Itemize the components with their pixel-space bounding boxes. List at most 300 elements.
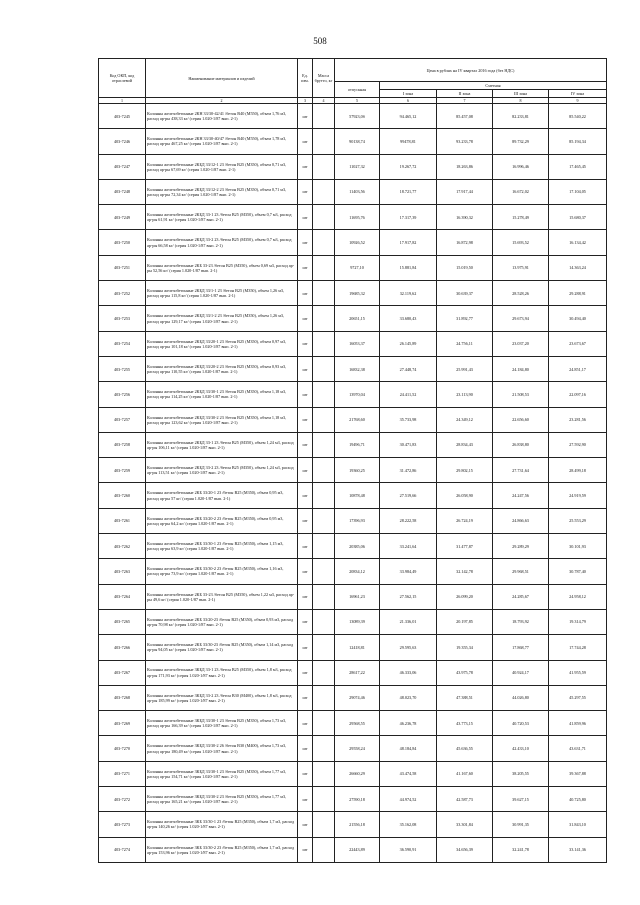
header-price-group: Цена в рублях на IV квартал 2016 года (без НДС) [335,59,607,82]
row-code: 403-7258 [99,432,146,457]
price-zone-4: 17.744,28 [549,635,607,660]
price-zone-1: 48.184,84 [380,736,437,761]
column-number: 6 [380,98,437,104]
row-name: Колонны железобетонные 2КБД 33-2 23 /бетон В25 (М350), объем 1,24 м3, расход ар-ры 113,51 кг/ (серия 1.020-1/87 вып. 2-1) [146,458,298,483]
row-name: Колонны железобетонные 2КБД 33/1-2 23 /бетон В25 (М350), объем 1,26 м3, расход ар-ры 129,17 кг/ (серия 1.020-1/87 вып. 2-1) [146,306,298,331]
table-row [99,736,607,761]
price-zone-2: 24.349,12 [437,407,493,432]
price-zone-1: 33.984,49 [380,559,437,584]
price-zone-3: 40.720,53 [493,711,549,736]
row-mass [313,761,335,786]
price-wholesale: 20385,06 [335,534,380,559]
row-code: 403-7270 [99,736,146,761]
price-wholesale: 29558,24 [335,736,380,761]
table-row [99,458,607,483]
price-zone-1: 27.448,74 [380,356,437,381]
row-code: 403-7272 [99,787,146,812]
table-row [99,407,607,432]
price-zone-1: 18.721,77 [380,179,437,204]
row-name: Колонны железобетонные 2КБД 33/1-1 23 /бетон В25 (М350), объем 1,26 м3, расход ар-ры 115,8 кг/ (серия 1.020-1/87 вып. 2-1) [146,281,298,306]
row-mass [313,584,335,609]
row-code: 403-7251 [99,255,146,280]
price-zone-2: 23.113,90 [437,382,493,407]
table-row [99,584,607,609]
row-code: 403-7262 [99,534,146,559]
price-zone-4: 25.553,29 [549,508,607,533]
row-name: Колонны железобетонные 2КБД 33-1 23 /бетон В25 (М350), объем 1,24 м3, расход ар-ры 106,11 кг/ (серия 1.020-1/87 вып. 2-1) [146,432,298,457]
row-unit: шт [298,306,313,331]
price-zone-1: 94.465,12 [380,104,437,129]
row-mass [313,407,335,432]
row-mass [313,382,335,407]
table-row [99,104,607,129]
table-row [99,230,607,255]
row-name: Колонны железобетонные 3КБ 33/30-2 23 /бетон В25 (М350), объем 1,7 м3, расход ар-ры 153,96 кг/ (серия 1.020-1/87 вып. 2-1) [146,837,298,862]
price-zone-1: 15.881,84 [380,255,437,280]
column-number: 4 [313,98,335,104]
row-unit: шт [298,508,313,533]
row-code: 403-7245 [99,104,146,129]
column-number: 7 [437,98,493,104]
row-mass [313,812,335,837]
price-zone-4: 41.955,59 [549,660,607,685]
row-name: Колонны железобетонные 3КБД 33/30-1 23 /бетон В25 (М350), объем 1,77 м3, расход ар-ры 154,71 кг/ (серия 1.020-1/87 вып. 2-1) [146,761,298,786]
row-mass [313,356,335,381]
table-row [99,534,607,559]
column-number: 8 [493,98,549,104]
price-wholesale: 26660,29 [335,761,380,786]
row-unit: шт [298,787,313,812]
price-zone-3: 16.672,02 [493,179,549,204]
row-mass [313,508,335,533]
price-zone-2: 26.099,20 [437,584,493,609]
price-zone-2: 17.917,44 [437,179,493,204]
price-zone-3: 18.793,92 [493,609,549,634]
row-unit: шт [298,407,313,432]
column-number: 9 [549,98,607,104]
price-wholesale: 13970,04 [335,382,380,407]
price-zone-4: 29.288,91 [549,281,607,306]
row-name: Колонны железобетонные 2КБД 33/30-1 23 /бетон В25 (М350), объем 1,18 м3, расход ар-ры 114,25 кг/ (серия 1.020-1/87 вып. 2-1) [146,382,298,407]
price-zone-3: 39.627,15 [493,787,549,812]
price-zone-3: 21.508,53 [493,382,549,407]
price-zone-3: 17.868,77 [493,635,549,660]
price-zone-2: 43.975,78 [437,660,493,685]
row-code: 403-7264 [99,584,146,609]
row-code: 403-7266 [99,635,146,660]
row-unit: шт [298,812,313,837]
price-zone-1: 35.733,98 [380,407,437,432]
table-row [99,711,607,736]
price-wholesale: 12418,81 [335,635,380,660]
row-unit: шт [298,685,313,710]
price-zone-2: 41.167,60 [437,761,493,786]
price-zone-3: 24.184,80 [493,356,549,381]
table-row [99,635,607,660]
row-mass [313,306,335,331]
row-name: Колонны железобетонные 2КБД 33/30-2 23 /бетон В25 (М350), объем 1,18 м3, расход ар-ры 123,62 кг/ (серия 1.020-1/87 вып. 2-1) [146,407,298,432]
price-wholesale: 28617,22 [335,660,380,685]
price-zone-4: 22.097,16 [549,382,607,407]
price-zone-1: 31.472,86 [380,458,437,483]
table-row [99,129,607,154]
price-zone-2: 16.872,98 [437,230,493,255]
row-mass [313,104,335,129]
table-row [99,432,607,457]
table-row [99,255,607,280]
row-mass [313,255,335,280]
price-zone-3: 22.656,60 [493,407,549,432]
price-wholesale: 19685,32 [335,281,380,306]
header-mass: Масса брутто, кг [313,59,335,98]
row-code: 403-7253 [99,306,146,331]
row-unit: шт [298,179,313,204]
row-mass [313,711,335,736]
row-code: 403-7250 [99,230,146,255]
row-mass [313,660,335,685]
price-zone-4: 85.194,34 [549,129,607,154]
row-code: 403-7249 [99,205,146,230]
price-zone-4: 24.958,12 [549,584,607,609]
price-wholesale: 27590,18 [335,787,380,812]
row-name: Колонны железобетонные 2КБ 33/20-1 23 /бетон В25 (М350), объем 0,95 м3, расход ар-ры 57 кг/ (серия 1.020-1/87 вып. 2-1) [146,483,298,508]
price-zone-3: 24.866,63 [493,508,549,533]
price-zone-3: 13.975,91 [493,255,549,280]
row-code: 403-7265 [99,609,146,634]
row-unit: шт [298,129,313,154]
price-zone-4: 19.314,79 [549,609,607,634]
row-unit: шт [298,837,313,862]
row-mass [313,331,335,356]
row-name: Колонны железобетонные 3КБД 33/30-1 23 /бетон В25 (М350), объем 1,73 м3, расход ар-ры 166,39 кг/ (серия 1.020-1/87 вып. 2-1) [146,711,298,736]
price-zone-2: 24.756,11 [437,331,493,356]
row-code: 403-7268 [99,685,146,710]
row-code: 403-7254 [99,331,146,356]
row-mass [313,281,335,306]
row-mass [313,230,335,255]
price-zone-3: 82.233,81 [493,104,549,129]
price-zone-2: 93.233,78 [437,129,493,154]
price-zone-3: 27.731,64 [493,458,549,483]
row-unit: шт [298,483,313,508]
price-wholesale: 11027,32 [335,154,380,179]
row-code: 403-7259 [99,458,146,483]
price-zone-1: 99478,81 [380,129,437,154]
row-name: Колонны железобетонные 2КБ 33/30-1 23 /бетон В25 (М350), объем 1,15 м3, расход ар-ры 63,9 кг/ (серия 1.020-1/87 вып. 2-1) [146,534,298,559]
header-zone-3: III зона [493,90,549,98]
header-zone-4: IV зона [549,90,607,98]
price-zone-1: 43.474,58 [380,761,437,786]
price-zone-3: 30.991,35 [493,812,549,837]
price-zone-3: 24.247,56 [493,483,549,508]
column-number: 3 [298,98,313,104]
row-mass [313,483,335,508]
row-unit: шт [298,104,313,129]
price-zone-4: 39.367,88 [549,761,607,786]
price-zone-2: 31.892,77 [437,306,493,331]
price-wholesale: 20834,12 [335,559,380,584]
row-name: Колонны железобетонные 2КБ 33/20-23 /бетон В25 (М350), объем 0,93 м3, расход ар-ры 70,98 кг/ (серия 1.020-1/87 вып. 2-1) [146,609,298,634]
header-name: Наименование материалов и изделий [146,59,298,98]
row-name: Колонны железобетонные 3КБД 33/30-2 23 /бетон В25 (М350), объем 1,77 м3, расход ар-ры 165,21 кг/ (серия 1.020-1/87 вып. 2-1) [146,787,298,812]
row-name: Колонны железобетонные 2КБ 33/20-2 23 /бетон В25 (М350), объем 0,95 м3, расход ар-ры 64,2 кг/ (серия 1.020-1/87 вып. 2-1) [146,508,298,533]
row-mass [313,432,335,457]
row-code: 403-7271 [99,761,146,786]
price-zone-4: 31.843,10 [549,812,607,837]
price-zone-1: 29.595,63 [380,635,437,660]
price-zone-4: 14.363,24 [549,255,607,280]
price-zone-3: 38.205,55 [493,761,549,786]
price-zone-4: 30.787,40 [549,559,607,584]
price-zone-1: 44.974,52 [380,787,437,812]
row-mass [313,787,335,812]
price-zone-4: 40.725,80 [549,787,607,812]
row-code: 403-7246 [99,129,146,154]
price-zone-3: 89.732,29 [493,129,549,154]
row-mass [313,179,335,204]
row-code: 403-7267 [99,660,146,685]
row-name: Колонны железобетонные 3КБД 33/30-2 26 /бетон В30 (М400), объем 1,73 м3, расход ар-ры 180,49 кг/ (серия 1.020-1/87 вып. 2-1) [146,736,298,761]
header-zone-2: II зона [437,90,493,98]
table-row [99,559,607,584]
row-name: Колонны железобетонные 2КБ 33/30-2 23 /бетон В25 (М350), объем 1,16 м3, расход ар-ры 73,9 кг/ (серия 1.020-1/87 вып. 2-1) [146,559,298,584]
price-wholesale: 90138,74 [335,129,380,154]
row-mass [313,205,335,230]
price-wholesale: 16832,38 [335,356,380,381]
column-number: 2 [146,98,298,104]
price-zone-1: 30.471,83 [380,432,437,457]
row-unit: шт [298,281,313,306]
price-zone-3: 29.673,94 [493,306,549,331]
price-zone-2: 34.656,39 [437,837,493,862]
price-zone-3: 15.693,52 [493,230,549,255]
price-wholesale: 19360,25 [335,458,380,483]
price-zone-4: 17.465,45 [549,154,607,179]
row-mass [313,609,335,634]
price-zone-2: 25.991,43 [437,356,493,381]
row-unit: шт [298,761,313,786]
row-unit: шт [298,382,313,407]
price-zone-2: 19.355,34 [437,635,493,660]
row-name: Колонны железобетонные 2КБД 33/20-1 23 /бетон В25 (М350), объем 0,97 м3, расход ар-ры 101,18 кг/ (серия 1.020-1/87 вып. 2-1) [146,331,298,356]
table-row [99,179,607,204]
price-zone-1: 21.336,01 [380,609,437,634]
price-zone-3: 28.528,26 [493,281,549,306]
price-wholesale: 29074,46 [335,685,380,710]
price-zone-2: 47.388,51 [437,685,493,710]
row-unit: шт [298,205,313,230]
price-wholesale: 19496,71 [335,432,380,457]
price-zone-2: 15.019,50 [437,255,493,280]
price-table [98,58,607,863]
table-row [99,331,607,356]
price-zone-2: 29.802,15 [437,458,493,483]
price-zone-3: 42.433,10 [493,736,549,761]
row-name: Колонны железобетонные 2КБ 33-23 /бетон В25 (М350), объем 0,69 м3, расход ар-ры 52,56 кг/ (серия 1.020-1/87 вып. 2-1) [146,255,298,280]
price-zone-3: 23.037,20 [493,331,549,356]
price-zone-3: 15.278,49 [493,205,549,230]
row-name: Колонны железобетонные 2КБД 33/12-1 23 /бетон В25 (М350), объем 0,71 м3, расход ар-ры 67,69 кг/ (серия 1.020-1/87 вып. 2-1) [146,154,298,179]
price-zone-3: 44.026,80 [493,685,549,710]
price-zone-1: 28.222,58 [380,508,437,533]
row-code: 403-7256 [99,382,146,407]
row-code: 403-7248 [99,179,146,204]
price-zone-4: 30.494,40 [549,306,607,331]
price-zone-1: 17.317,39 [380,205,437,230]
table-row [99,660,607,685]
price-zone-4: 23.281,56 [549,407,607,432]
table-row [99,483,607,508]
table-row [99,812,607,837]
price-zone-4: 85.540,22 [549,104,607,129]
row-code: 403-7257 [99,407,146,432]
row-mass [313,154,335,179]
price-zone-2: 18.263,86 [437,154,493,179]
row-code: 403-7255 [99,356,146,381]
table-row [99,281,607,306]
row-mass [313,129,335,154]
price-zone-4: 24.919,59 [549,483,607,508]
price-wholesale: 21556,18 [335,812,380,837]
price-zone-3: 16.996,46 [493,154,549,179]
price-wholesale: 13089,39 [335,609,380,634]
price-zone-2: 42.587,73 [437,787,493,812]
price-zone-1: 24.411,52 [380,382,437,407]
price-zone-2: 26.058,90 [437,483,493,508]
price-zone-2: 45.636,55 [437,736,493,761]
price-zone-3: 29.289,29 [493,534,549,559]
price-zone-1: 36.590,91 [380,837,437,862]
price-zone-4: 27.592,90 [549,432,607,457]
row-name: Колонны железобетонные 2КН 33/30-40/47 /бетон В40 (М550), объем 1,78 м3, расход ар-ры 467,25 кг/ (серия 1.020-1/87 вып. 2-1) [146,129,298,154]
price-zone-1: 33.680,43 [380,306,437,331]
header-code: Код ОКП, код отраслевой [99,59,146,98]
price-zone-1: 32.119,62 [380,281,437,306]
price-zone-1: 35.162,08 [380,812,437,837]
column-number: 5 [335,98,380,104]
price-zone-4: 28.499,18 [549,458,607,483]
row-name: Колонны железобетонные 2КБД 33/12-2 23 /бетон В25 (М350), объем 0,71 м3, расход ар-ры 72,34 кг/ (серия 1.020-1/87 вып. 2-1) [146,179,298,204]
row-unit: шт [298,230,313,255]
price-zone-4: 17.104,05 [549,179,607,204]
table-row [99,837,607,862]
row-unit: шт [298,711,313,736]
price-zone-3: 26.838,80 [493,432,549,457]
price-zone-1: 17.917,82 [380,230,437,255]
header-unit: Ед. изм. [298,59,313,98]
price-zone-4: 41.859,96 [549,711,607,736]
table-row [99,787,607,812]
row-code: 403-7274 [99,837,146,862]
row-name: Колонны железобетонные 2КБД 33-1 23 /бетон В25 (М350), объем 0,7 м3, расход ар-ры 61,91 кг/ (серия 1.020-1/87 вып. 2-1) [146,205,298,230]
row-mass [313,458,335,483]
table-row [99,154,607,179]
price-wholesale: 22443,89 [335,837,380,862]
price-zone-1: 19.267,72 [380,154,437,179]
price-wholesale: 9727,10 [335,255,380,280]
price-zone-2: 31.477,87 [437,534,493,559]
row-code: 403-7263 [99,559,146,584]
price-wholesale: 11403,56 [335,179,380,204]
price-zone-4: 16.134,42 [549,230,607,255]
row-unit: шт [298,584,313,609]
row-code: 403-7247 [99,154,146,179]
price-zone-2: 28.834,43 [437,432,493,457]
row-unit: шт [298,458,313,483]
row-code: 403-7269 [99,711,146,736]
table-row [99,508,607,533]
row-mass [313,837,335,862]
price-wholesale: 16053,37 [335,331,380,356]
header-estimated: Сметная [380,82,607,90]
row-unit: шт [298,609,313,634]
page-number: 508 [313,36,327,46]
price-zone-3: 29.968,51 [493,559,549,584]
price-zone-1: 27.519,66 [380,483,437,508]
row-name: Колонны железобетонные 3КБД 33-1 23 /бетон В25 (М350), объем 1,8 м3, расход ар-ры 171,93 кг/ (серия 1.020-1/87 вып. 2-1) [146,660,298,685]
row-name: Колонны железобетонные 2КБ 33-23 /бетон В25 (М350), объем 1,22 м3, расход ар-ры 49,6 кг/ (серия 1.020-1/87 вып. 2-1) [146,584,298,609]
table-header [99,59,607,104]
table-row [99,356,607,381]
price-wholesale: 17396,93 [335,508,380,533]
row-unit: шт [298,331,313,356]
price-zone-2: 43.773,15 [437,711,493,736]
table-body [99,104,607,863]
row-unit: шт [298,534,313,559]
price-wholesale: 10926,52 [335,230,380,255]
table-row [99,382,607,407]
row-unit: шт [298,154,313,179]
header-wholesale: отпускная [335,82,380,98]
row-name: Колонны железобетонные 2КБ 33/30-23 /бетон В25 (М350), объем 1,14 м3, расход ар-ры 94,05 кг/ (серия 1.020-1/87 вып. 2-1) [146,635,298,660]
price-zone-2: 20.197,85 [437,609,493,634]
row-mass [313,736,335,761]
row-mass [313,559,335,584]
table-row [99,761,607,786]
price-zone-1: 48.023,70 [380,685,437,710]
price-zone-2: 32.142,78 [437,559,493,584]
price-zone-2: 16.390,32 [437,205,493,230]
column-number: 1 [99,98,146,104]
price-zone-1: 46.333,06 [380,660,437,685]
price-zone-1: 26.145,89 [380,331,437,356]
row-mass [313,685,335,710]
price-zone-3: 24.285,67 [493,584,549,609]
row-unit: шт [298,356,313,381]
row-name: Колонны железобетонные 2КН 33/30-42/41 /бетон В40 (М550), объем 1,76 м3, расход ар-ры 438,33 кг/ (серия 1.020-1/87 вып. 2-1) [146,104,298,129]
price-zone-4: 30.101,93 [549,534,607,559]
row-name: Колонны железобетонные 2КБД 33-2 23 /бетон В25 (М350), объем 0,7 м3, расход ар-ры 66,58 кг/ (серия 1.020-1/87 вып. 2-1) [146,230,298,255]
row-unit: шт [298,736,313,761]
price-wholesale: 11695,76 [335,205,380,230]
price-zone-1: 27.562,15 [380,584,437,609]
price-zone-2: 33.301,84 [437,812,493,837]
table-row [99,205,607,230]
row-unit: шт [298,660,313,685]
price-zone-4: 45.297,55 [549,685,607,710]
row-unit: шт [298,635,313,660]
price-zone-4: 24.851,17 [549,356,607,381]
price-wholesale: 29568,55 [335,711,380,736]
row-unit: шт [298,255,313,280]
price-zone-1: 46.236,78 [380,711,437,736]
price-zone-4: 15.680,37 [549,205,607,230]
price-zone-2: 85.457,08 [437,104,493,129]
row-code: 403-7252 [99,281,146,306]
price-zone-4: 23.673,67 [549,331,607,356]
table-row [99,306,607,331]
price-wholesale: 21768,60 [335,407,380,432]
